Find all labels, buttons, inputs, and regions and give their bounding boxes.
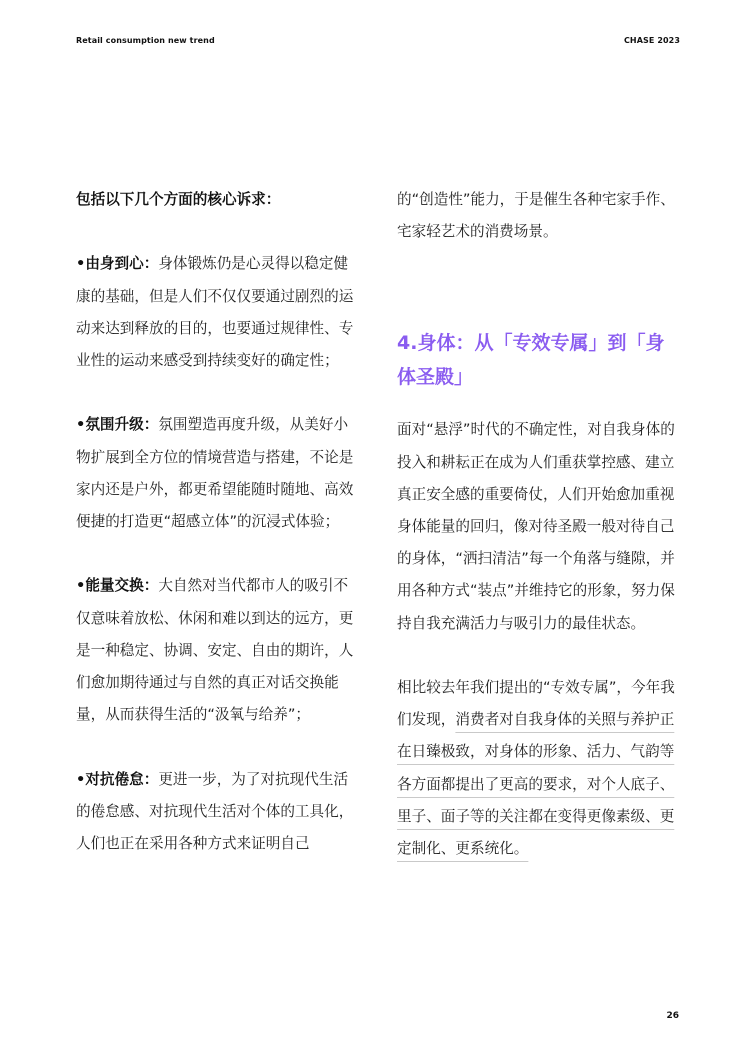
bullet-body-to-mind — [76, 248, 362, 377]
body-paragraph-2 — [397, 672, 683, 865]
bullet-title: •能量交换： — [76, 577, 159, 595]
underlined-highlight: 消费者对自我身体的关照与养护正在日臻极致，对身体的形象、活力、气韵等各方面都提出了更高的要求，对个人底子、里子、面子等的关注都在变得更像素级、更定制化、更系统化。 — [397, 711, 675, 858]
intro-text: 包括以下几个方面的核心诉求： — [76, 191, 281, 208]
header-title: Retail consumption new trend — [76, 36, 215, 45]
bullet-title: •由身到心： — [76, 255, 159, 273]
bullet-text: 身体锻炼仍是心灵得以稳定健康的基础，但是人们不仅仅要通过剧烈的运动来达到释放的目的，也要通过规律性、专业性的运动来感受到持续变好的确定性； — [76, 255, 354, 369]
bullet-text: 更进一步，为了对抗现代生活的倦怠感、对抗现代生活对个体的工具化，人们也正在采用各种方式来证明自己 — [76, 770, 354, 852]
right-column — [397, 184, 683, 865]
bullet-text: 氛围塑造再度升级，从美好小物扩展到全方位的情境营造与搭建，不论是家内还是户外，都更希望能随时随地、高效便捷的打造更“超感立体”的沉浸式体验； — [76, 416, 354, 530]
bullet-title: •对抗倦怠： — [76, 770, 159, 788]
continuation-text: 的“创造性”能力，于是催生各种宅家手作、宅家轻艺术的消费场景。 — [397, 191, 675, 241]
bullet-fight-burnout — [76, 764, 362, 861]
header-brand: CHASE 2023 — [623, 36, 680, 45]
section-title: 4.身体：从「专效专属」到「身体圣殿」 — [397, 332, 665, 389]
paragraph-lead: 相比较去年我们提出的“专效专属”，今年我们发现， — [397, 679, 675, 729]
page-number: 26 — [666, 1011, 679, 1021]
left-column — [76, 184, 362, 860]
body-paragraph-1: 面对“悬浮”时代的不确定性，对自我身体的投入和耕耘正在成为人们重获掌控感、建立真正安全感的重要倚仗，人们开始愈加重视身体能量的回归，像对待圣殿一般对待自己的身体，“洒扫清洁”每一个角落与缝隙，并用各种方式“装点”并维持它的形象，努力保持自我充满活力与吸引力的最佳状态。 — [397, 421, 675, 632]
bullet-energy-exchange — [76, 570, 362, 731]
bullet-title: •氛围升级： — [76, 416, 159, 434]
bullet-atmosphere-upgrade — [76, 409, 362, 538]
bullet-text: 大自然对当代都市人的吸引不仅意味着放松、休闲和难以到达的远方，更是一种稳定、协调、安定、自由的期许，人们愈加期待通过与自然的真正对话交换能量，从而获得生活的“汲氧与给养”； — [76, 577, 354, 724]
